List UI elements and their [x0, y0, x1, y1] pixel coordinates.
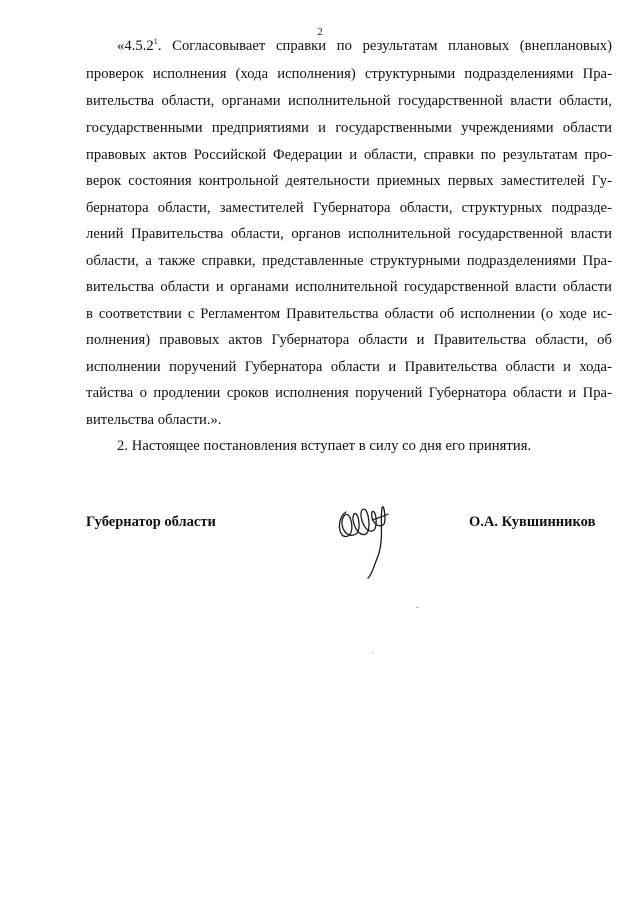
clause-line-4: государственными предприятиями и государственными учреждениями области — [86, 120, 612, 136]
signatory-title: Губернатор области — [86, 514, 216, 530]
handwritten-signature — [332, 490, 402, 580]
clause-line-6: верок состояния контрольной деятельности приемных первых заместителей Гу- — [86, 173, 612, 189]
clause-line-10: вительства области и органами исполнительной государственной власти области — [86, 279, 612, 295]
clause-line-2: проверок исполнения (хода исполнения) структурными подразделениями Пра- — [86, 66, 612, 82]
clause-line-11: в соответствии с Регламентом Правительства области об исполнении (о ходе ис- — [86, 306, 612, 322]
clause-line-9: области, а также справки, представленные структурными подразделениями Пра- — [86, 253, 612, 269]
clause-line-14: тайства о продлении сроков исполнения поручений Губернатора области и Пра- — [86, 385, 612, 401]
clause-line-13: исполнении поручений Губернатора области и Правительства области и хода- — [86, 359, 612, 375]
clause-number-superscript: 1 — [153, 37, 158, 47]
clause-line-3: вительства области, органами исполнительной государственной власти области, — [86, 93, 612, 109]
clause-line-12: полнения) правовых актов Губернатора области и Правительства области, об — [86, 332, 612, 348]
page-number: 2 — [317, 26, 323, 38]
clause-number: «4.5.2 — [117, 38, 154, 54]
clause-line-7: бернатора области, заместителей Губернатора области, структурных подразде- — [86, 200, 612, 216]
clause-line-1-text: . Согласовывает справки по результатам плановых (внеплановых) — [157, 38, 612, 54]
paragraph-2: 2. Настоящее постановления вступает в силу со дня его принятия. — [117, 438, 532, 454]
scan-speck — [416, 607, 419, 608]
clause-line-8: лений Правительства области, органов исполнительной государственной власти — [86, 226, 612, 242]
clause-line-15: вительства области.». — [86, 412, 222, 428]
clause-line-5: правовых актов Российской Федерации и области, справки по результатам про- — [86, 147, 612, 163]
scan-speck — [372, 652, 374, 653]
clause-line-1 — [117, 36, 612, 56]
signatory-name: О.А. Кувшинников — [469, 514, 596, 530]
